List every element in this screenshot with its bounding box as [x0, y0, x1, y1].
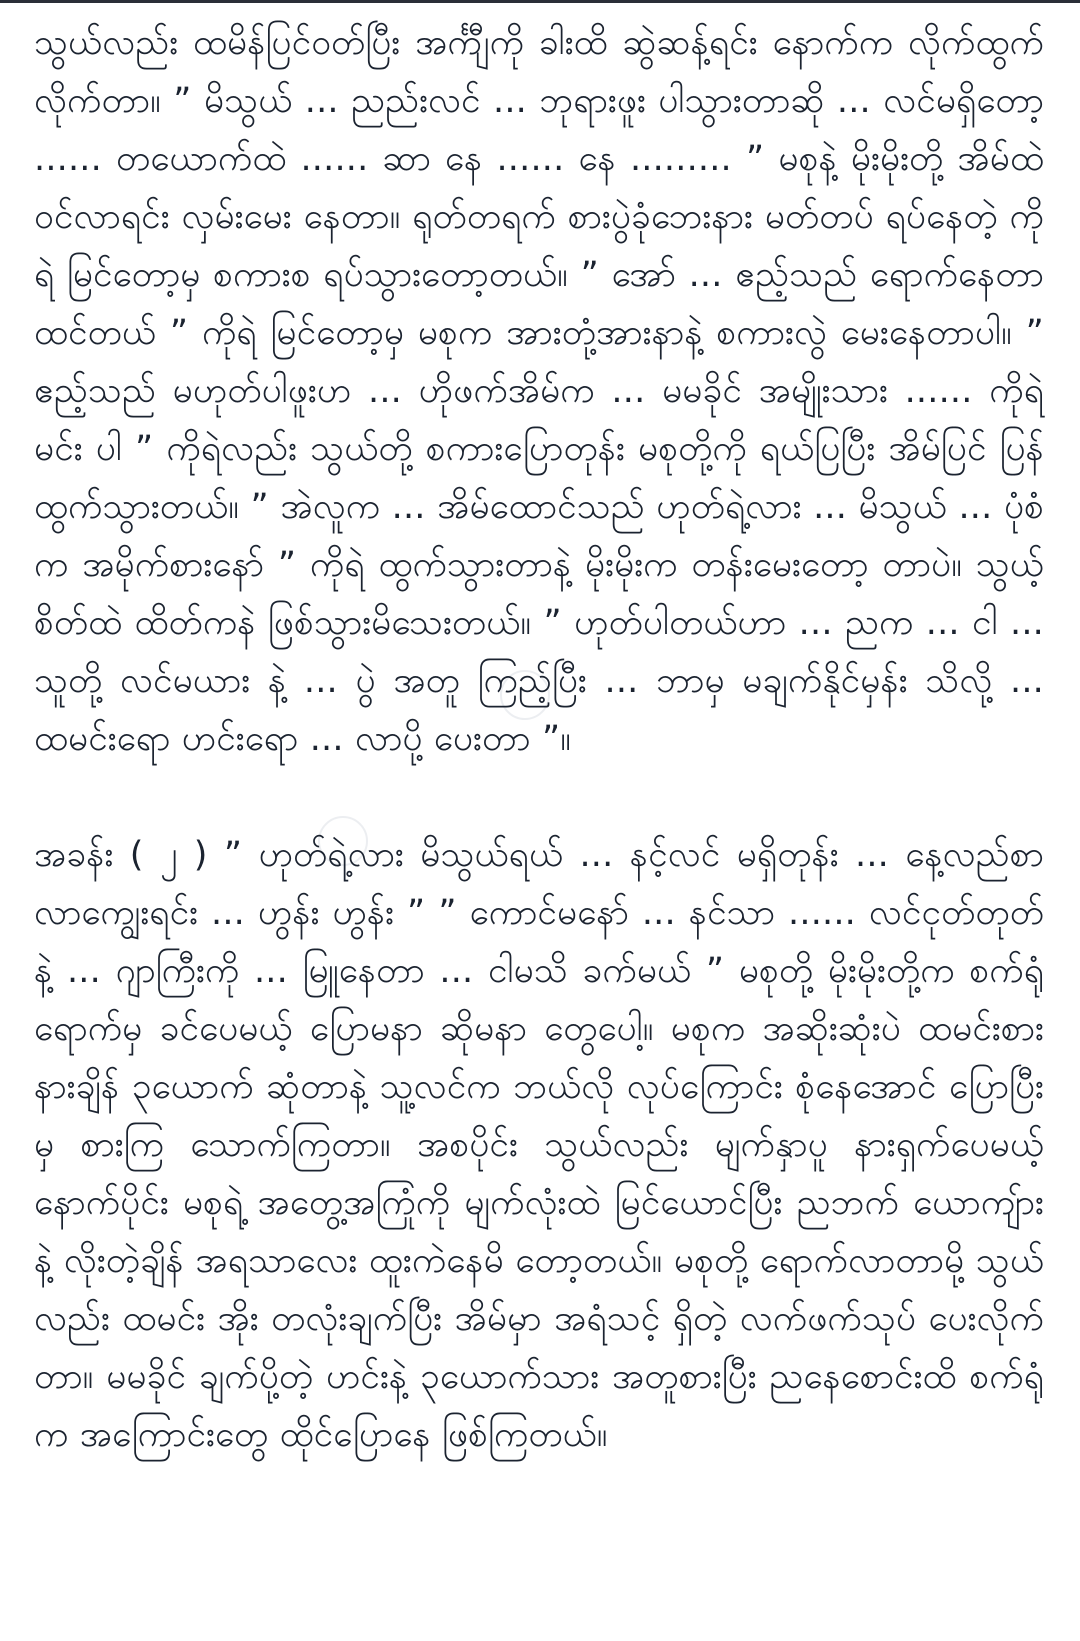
story-paragraph-1: သွယ်လည်း ထမိန်ပြင်ဝတ်ပြီး အင်္ကျီကို ခါးထိ ဆွဲဆန့်ရင်း နောက်က လိုက်ထွက် လိုက်တာ။ ” မိသွယ် ... ညည်းလင် ... ဘုရားဖူး ပါသွားတာဆို ... လင်မရှိတော့ ...... တယောက်ထဲ ...... ဆာ နေ ...... နေ ......... ” မစုနဲ့ မိုးမိုးတို့ အိမ်ထဲ ဝင်လာရင်း လှမ်းမေး နေတာ။ ရုတ်တရက် စားပွဲခုံဘေးနား မတ်တပ် ရပ်နေတဲ့ ကိုရဲ မြင်တော့မှ စကားစ ရပ်သွားတော့တယ်။ ” အော် ... ဧည့်သည် ရောက်နေတာ ထင်တယ် ” ကိုရဲ မြင်တော့မှ မစုက အားတုံ့အားနာနဲ့ စကားလွဲ မေးနေတာပါ။ ” ဧည့်သည် မဟုတ်ပါဖူးဟ ... ဟိုဖက်အိမ်က ... မမခိုင် အမျိုးသား ...... ကိုရဲမင်း ပါ ” ကိုရဲလည်း သွယ်တို့ စကားပြောတုန်း မစုတို့ကို ရယ်ပြပြီး အိမ်ပြင် ပြန်ထွက်သွားတယ်။ ” အဲလူက ... အိမ်ထောင်သည် ဟုတ်ရဲ့လား ... မိသွယ် ... ပုံစံက အမိုက်စားနော် ” ကိုရဲ ထွက်သွားတာနဲ့ မိုးမိုးက တန်းမေးတော့ တာပဲ။ သွယ့် စိတ်ထဲ ထိတ်ကနဲ ဖြစ်သွားမိသေးတယ်။ ” ဟုတ်ပါတယ်ဟာ ... ညက ... ငါ ... သူတို့ လင်မယား နဲ့ ... ပွဲ အတူ ကြည့်ပြီး ... ဘာမှ မချက်နိုင်မှန်း သိလို့ ... ထမင်းရော ဟင်းရော ... လာပို့ ပေးတာ ”။: [34, 23, 1044, 759]
top-border: [0, 0, 1080, 3]
story-paragraph-2: အခန်း ( ၂ ) ” ဟုတ်ရဲ့လား မိသွယ်ရယ် ... နင့်လင် မရှိတုန်း ... နေ့လည်စာ လာကျွေးရင်း ... ဟွန်း ဟွန်း ” ” ကောင်မနော် ... နင်သာ ...... လင်ငုတ်တုတ်နဲ့ ... ဂျာကြီးကို ... မြူနေတာ ... ငါမသိ ခက်မယ် ” မစုတို့ မိုးမိုးတို့က စက်ရုံရောက်မှ ခင်ပေမယ့် ပြောမနာ ဆိုမနာ တွေပေါ့။ မစုက အဆိုးဆုံးပဲ ထမင်းစား နားချိန် ၃ယောက် ဆုံတာနဲ့ သူ့လင်က ဘယ်လို လုပ်ကြောင်း စုံနေအောင် ပြောပြီးမှ စားကြ သောက်ကြတာ။ အစပိုင်း သွယ်လည်း မျက်နှာပူ နားရှက်ပေမယ့် နောက်ပိုင်း မစုရဲ့ အတွေ့အကြုံကို မျက်လုံးထဲ မြင်ယောင်ပြီး ညဘက် ယောကျ်ားနဲ့ လိုးတဲ့ချိန် အရသာလေး ထူးကဲနေမိ တော့တယ်။ မစုတို့ ရောက်လာတာမို့ သွယ်လည်း ထမင်း အိုး တလုံးချက်ပြီး အိမ်မှာ အရံသင့် ရှိတဲ့ လက်ဖက်သုပ် ပေးလိုက်တာ။ မမခိုင် ချက်ပို့တဲ့ ဟင်းနဲ့ ၃ယောက်သား အတူစားပြီး ညနေစောင်းထိ စက်ရုံက အကြောင်းတွေ ထိုင်ပြောနေ ဖြစ်ကြတယ်။: [34, 835, 1044, 1455]
story-text-page: [34, 14, 1044, 1464]
